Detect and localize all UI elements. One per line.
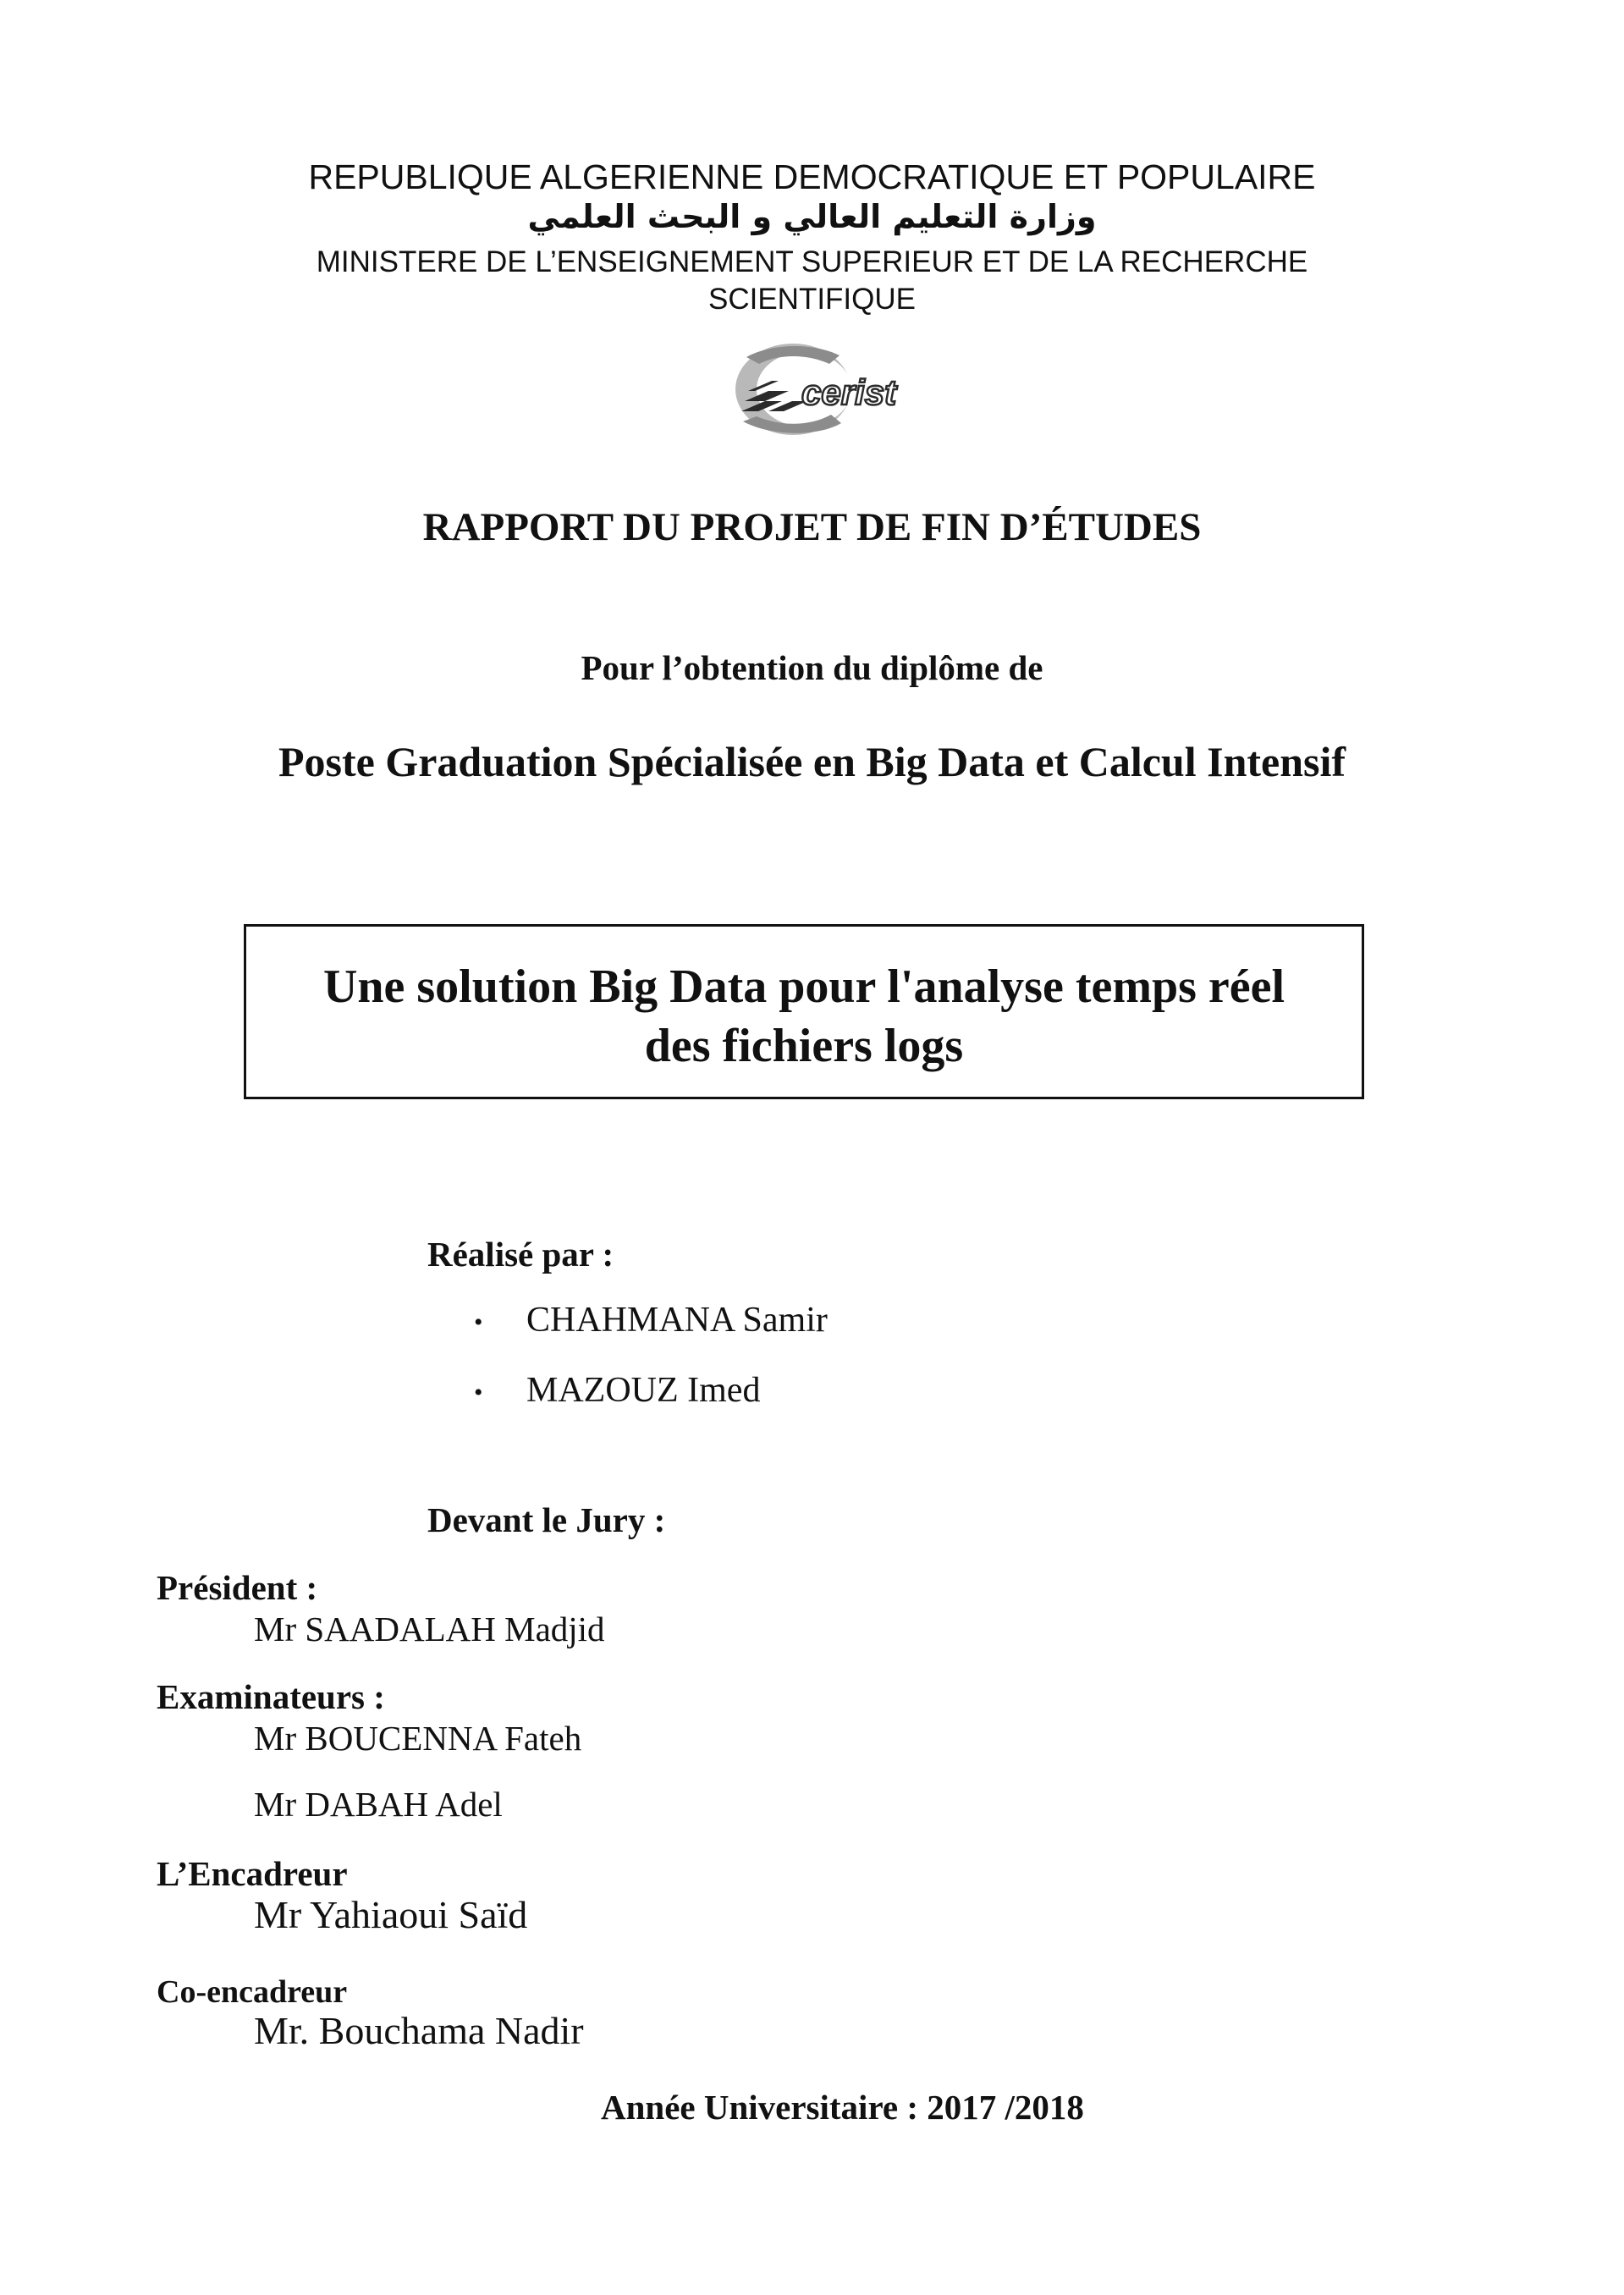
diploma-intro: Pour l’obtention du diplôme de [581, 648, 1043, 687]
supervisor-name: Mr Yahiaoui Saïd [254, 1893, 528, 1936]
president-label: Président : [157, 1568, 318, 1607]
ministry-heading-line1: MINISTERE DE L’ENSEIGNEMENT SUPERIEUR ET DE LA RECHERCHE [316, 245, 1308, 278]
author-item [474, 1300, 828, 1343]
examiner-name: Mr DABAH Adel [254, 1785, 503, 1824]
jury-label: Devant le Jury : [427, 1500, 666, 1539]
co-supervisor-name: Mr. Bouchama Nadir [254, 2009, 584, 2052]
report-title: RAPPORT DU PROJET DE FIN D’ÉTUDES [422, 505, 1202, 549]
author-name: MAZOUZ Imed [526, 1371, 761, 1410]
academic-year: Année Universitaire : 2017 /2018 [601, 2088, 1084, 2127]
bullet-icon: • [474, 1308, 483, 1337]
author-item [474, 1370, 760, 1413]
thesis-title-line1: Une solution Big Data pour l'analyse temps réel [322, 960, 1285, 1013]
diploma-name: Poste Graduation Spécialisée en Big Data et Calcul Intensif [278, 738, 1346, 785]
logo-wordmark: cerist [801, 372, 897, 412]
co-supervisor-label: Co-encadreur [157, 1974, 348, 2010]
thesis-title-line2: des fichiers logs [644, 1020, 964, 1072]
examiner-name: Mr BOUCENNA Fateh [254, 1719, 582, 1758]
supervisor-label: L’Encadreur [157, 1854, 348, 1893]
thesis-title-box [244, 924, 1364, 1099]
cerist-logo [713, 338, 924, 440]
republic-heading: REPUBLIQUE ALGERIENNE DEMOCRATIQUE ET POPULAIRE [308, 157, 1316, 196]
bullet-icon: • [474, 1379, 483, 1407]
authors-label: Réalisé par : [427, 1235, 614, 1274]
arabic-ministry-heading: وزارة التعليم العالي و البحث العلمي [527, 198, 1097, 235]
examiners-label: Examinateurs : [157, 1677, 385, 1716]
thesis-title [246, 957, 1362, 1076]
author-name: CHAHMANA Samir [526, 1301, 828, 1340]
ministry-heading-line2: SCIENTIFIQUE [707, 283, 917, 316]
president-name: Mr SAADALAH Madjid [254, 1610, 605, 1648]
